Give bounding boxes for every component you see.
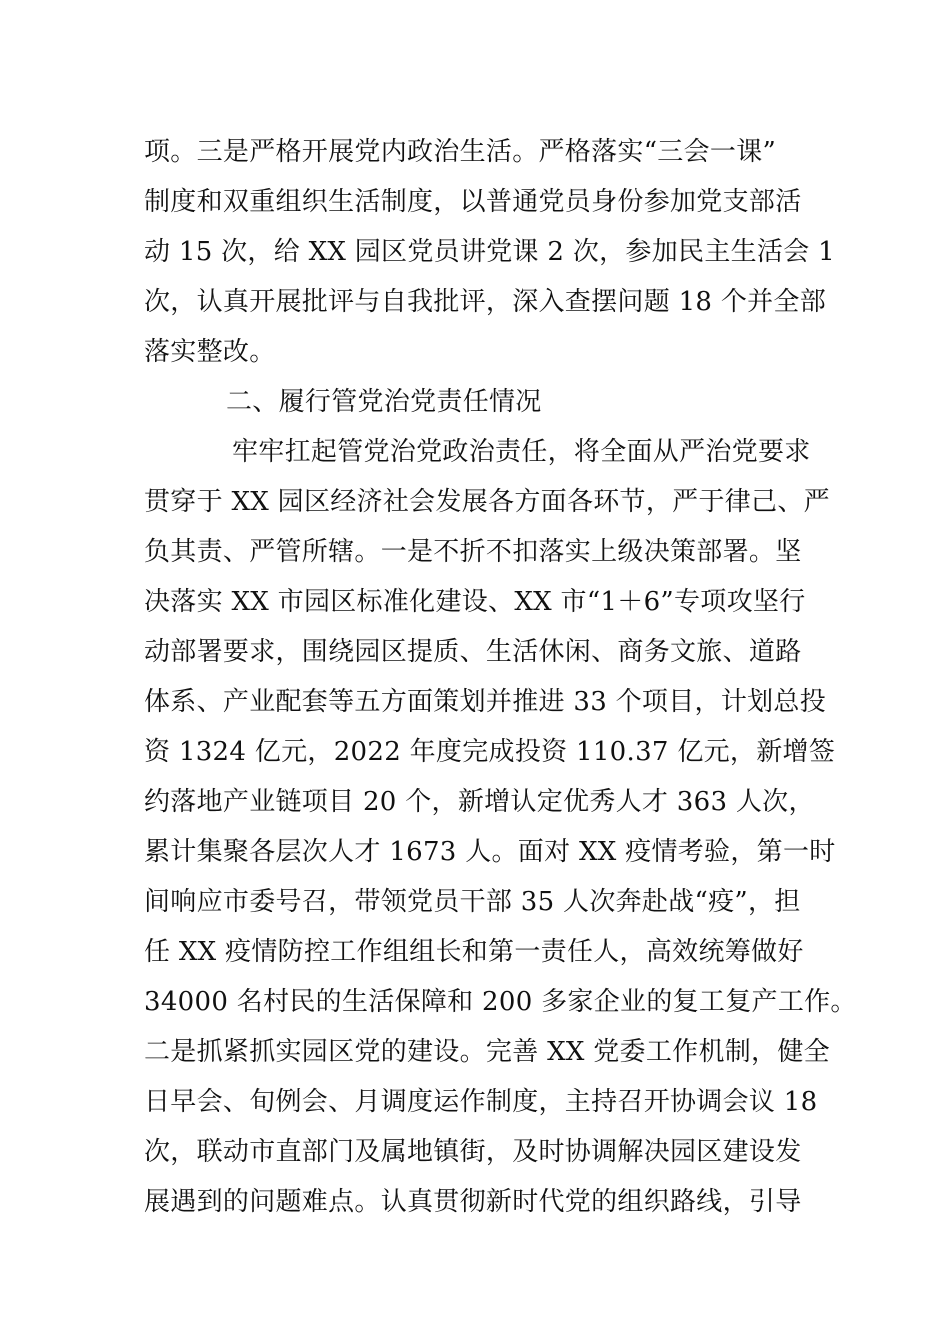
paragraph-line: 牢牢扛起管党治党政治责任，将全面从严治党要求	[232, 437, 811, 467]
paragraph-line: 制度和双重组织生活制度，以普通党员身份参加党支部活	[144, 187, 802, 217]
paragraph-line: 间响应市委号召，带领党员干部 35 人次奔赴战“疫”，担	[144, 887, 801, 917]
paragraph-line: 资 1324 亿元，2022 年度完成投资 110.37 亿元，新增签	[144, 737, 836, 767]
paragraph-line: 落实整改。	[144, 337, 276, 367]
paragraph-line: 负其责、严管所辖。一是不折不扣落实上级决策部署。坚	[144, 537, 802, 567]
paragraph-line: 项。三是严格开展党内政治生活。严格落实“三会一课”	[144, 137, 777, 167]
paragraph-line: 约落地产业链项目 20 个，新增认定优秀人才 363 人次，	[144, 787, 815, 817]
paragraph-line: 动部署要求，围绕园区提质、生活休闲、商务文旅、道路	[144, 637, 802, 667]
paragraph-line: 动 15 次，给 XX 园区党员讲党课 2 次，参加民主生活会 1	[144, 237, 835, 267]
paragraph-line: 决落实 XX 市园区标准化建设、XX 市“1＋6”专项攻坚行	[144, 587, 806, 617]
paragraph-line: 次，认真开展批评与自我批评，深入查摆问题 18 个并全部	[144, 287, 827, 317]
paragraph-line: 任 XX 疫情防控工作组组长和第一责任人，高效统筹做好	[144, 937, 804, 967]
paragraph-line: 贯穿于 XX 园区经济社会发展各方面各环节，严于律己、严	[144, 487, 830, 517]
section-heading: 二、履行管党治党责任情况	[226, 387, 542, 417]
paragraph-line: 日早会、旬例会、月调度运作制度，主持召开协调会议 18	[144, 1087, 818, 1117]
paragraph-line: 二是抓紧抓实园区党的建设。完善 XX 党委工作机制，健全	[144, 1037, 830, 1067]
paragraph-line: 展遇到的问题难点。认真贯彻新时代党的组织路线，引导	[144, 1187, 802, 1217]
paragraph-line: 累计集聚各层次人才 1673 人。面对 XX 疫情考验，第一时	[144, 837, 836, 867]
paragraph-line: 体系、产业配套等五方面策划并推进 33 个项目，计划总投	[144, 687, 827, 717]
paragraph-line: 34000 名村民的生活保障和 200 多家企业的复工复产工作。	[144, 987, 857, 1017]
paragraph-line: 次，联动市直部门及属地镇街，及时协调解决园区建设发	[144, 1137, 802, 1167]
